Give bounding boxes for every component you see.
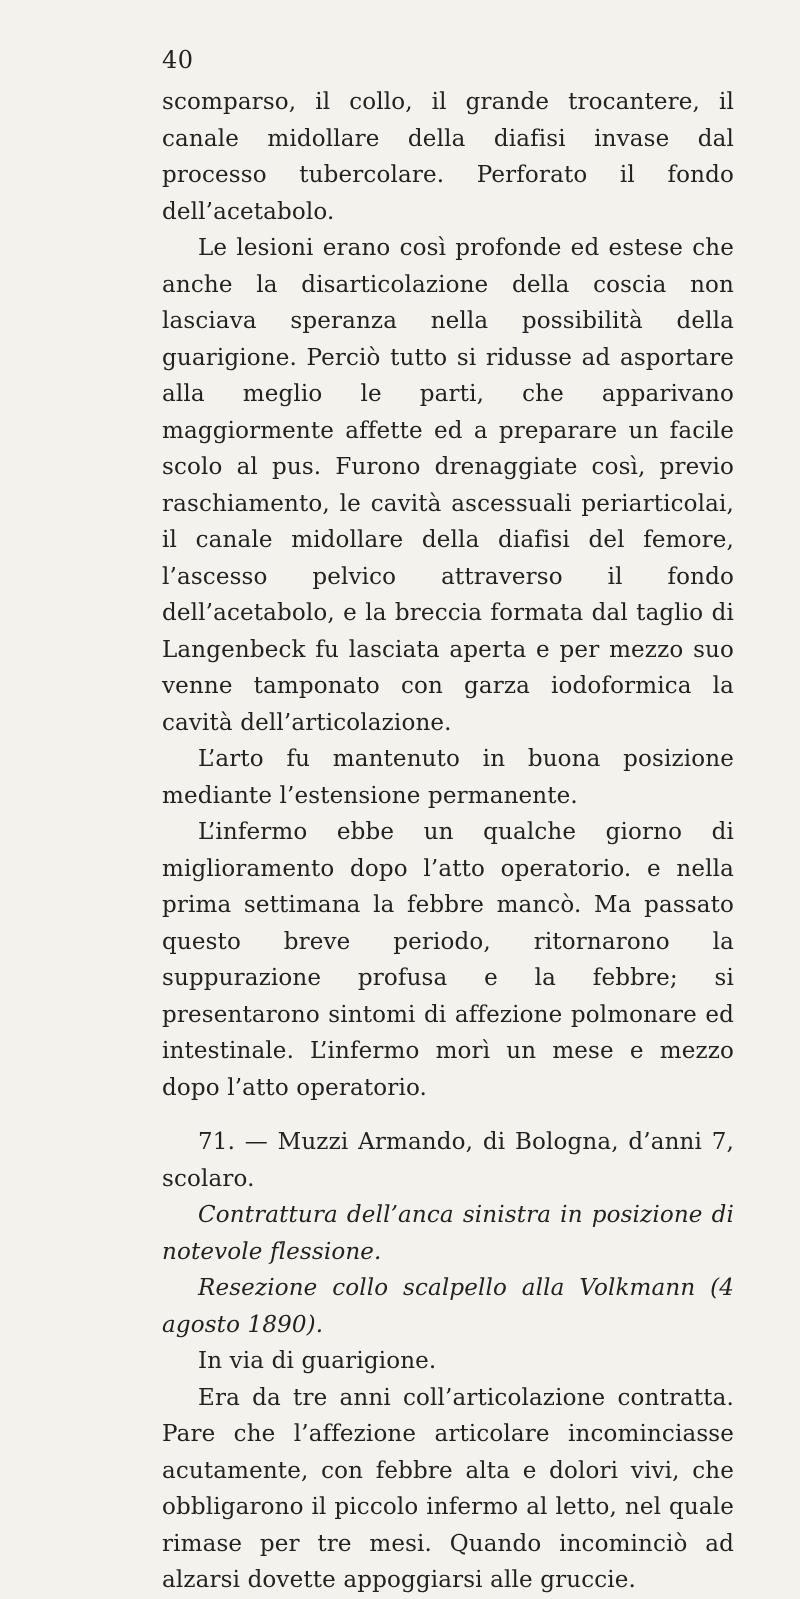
paragraph-history: Era da tre anni coll’articolazione contratta. Pare che l’affezione articolare incominciasse acutamente, con febbre alta e dolori vivi, che obbligarono il piccolo infermo al letto, nel quale rimase per tre mesi. Quando incominciò ad alzarsi dovette appoggiarsi alle gruccie.	[162, 1384, 734, 1593]
operation	[162, 1270, 734, 1343]
paragraph-1: scomparso, il collo, il grande trocantere, il canale midollare della diafisi invase dal processo tubercolare. Perforato il fondo dell’acetabolo.	[162, 89, 734, 225]
paragraph-3: L’arto fu mantenuto in buona posizione mediante l’estensione permanente.	[162, 746, 734, 809]
outcome: In via di guarigione.	[198, 1348, 437, 1374]
body-text	[162, 84, 734, 1599]
page-number: 40	[162, 46, 194, 74]
case-heading: 71. — Muzzi Armando, di Bologna, d’anni 7, scolaro.	[162, 1129, 734, 1192]
paragraph-2: Le lesioni erano così profonde ed estese che anche la disarticolazione della coscia non lasciava speranza nella possibilità della guarigione. Perciò tutto si ridusse ad asportare alla meglio le parti, che apparivano maggiormente affette ed a preparare un facile scolo al pus. Furono drenaggiate così, previo raschiamento, le cavità ascessuali periarticolai, il canale midollare della diafisi del femore, l’ascesso pelvico attraverso il fondo dell’acetabolo, e la breccia formata dal taglio di Langenbeck fu lasciata aperta e per mezzo suo venne tamponato con garza iodoformica la cavità dell’articolazione.	[162, 235, 734, 736]
paragraph-4: L’infermo ebbe un qualche giorno di miglioramento dopo l’atto operatorio. e nella prima settimana la febbre mancò. Ma passato questo breve periodo, ritornarono la suppurazione profusa e la febbre; si presentarono sintomi di affezione polmonare ed intestinale. L’infermo morì un mese e mezzo dopo l’atto operatorio.	[162, 819, 734, 1101]
operation-text: Resezione collo scalpello alla Volkmann (4 agosto 1890).	[162, 1275, 734, 1338]
diagnosis	[162, 1197, 734, 1270]
diagnosis-text: Contrattura dell’anca sinistra in posizione di notevole flessione.	[162, 1202, 734, 1265]
